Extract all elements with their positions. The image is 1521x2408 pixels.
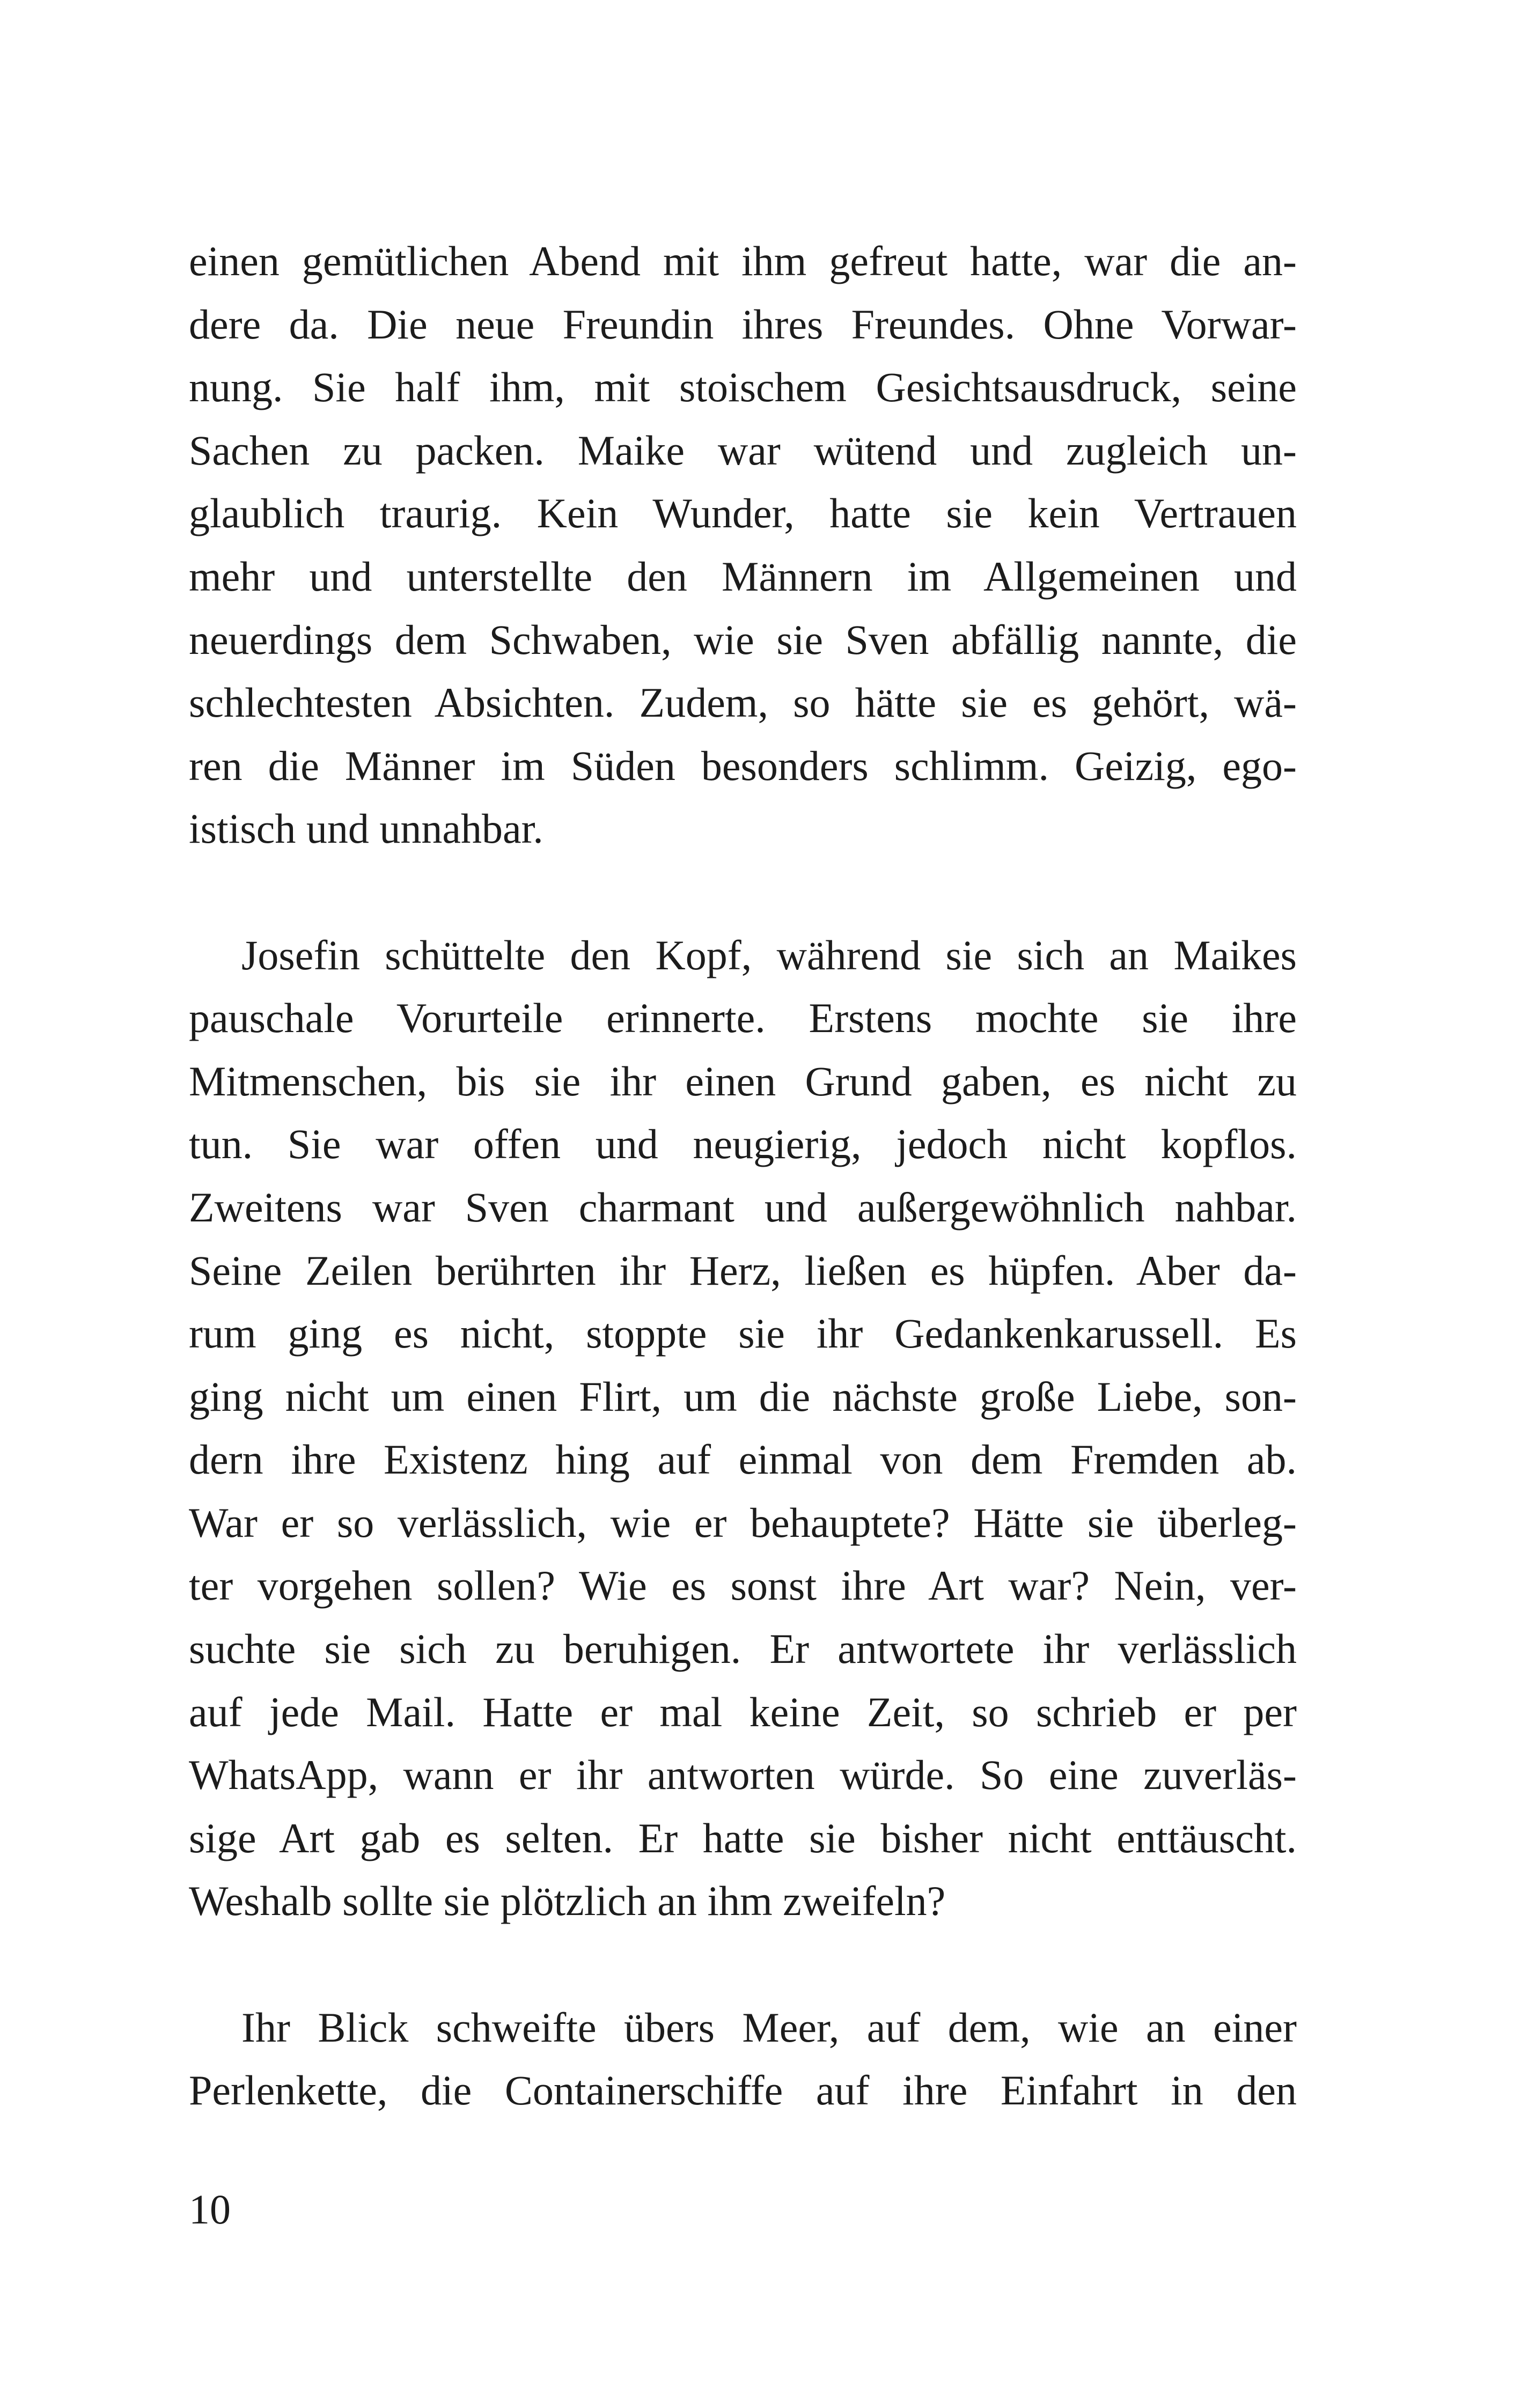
text-line: ging nicht um einen Flirt, um die nächste große Liebe, son- — [189, 1373, 1297, 1420]
text-line: Josefin schüttelte den Kopf, während sie sich an Maikes — [241, 931, 1297, 978]
text-line: auf jede Mail. Hatte er mal keine Zeit, so schrieb er per — [189, 1688, 1297, 1735]
text-line: glaublich traurig. Kein Wunder, hatte sie kein Vertrauen — [189, 490, 1297, 537]
text-line: dern ihre Existenz hing auf einmal von dem Fremden ab. — [189, 1436, 1297, 1483]
text-line: istisch und unnahbar. — [189, 805, 543, 852]
text-line: Ihr Blick schweifte übers Meer, auf dem, wie an einer — [241, 2004, 1297, 2051]
text-line: Sachen zu packen. Maike war wütend und zugleich un- — [189, 426, 1297, 474]
paragraph-1 — [189, 230, 1297, 860]
text-line: neuerdings dem Schwaben, wie sie Sven abfällig nannte, die — [189, 616, 1297, 663]
text-line: sige Art gab es selten. Er hatte sie bisher nicht enttäuscht. — [189, 1814, 1297, 1861]
text-line: tun. Sie war offen und neugierig, jedoch nicht kopflos. — [189, 1121, 1297, 1168]
text-line: mehr und unterstellte den Männern im Allgemeinen und — [189, 553, 1297, 600]
text-line: rum ging es nicht, stoppte sie ihr Gedankenkarussell. Es — [189, 1310, 1297, 1357]
text-line: WhatsApp, wann er ihr antworten würde. So eine zuverläs- — [189, 1751, 1297, 1799]
paragraph-3 — [189, 1996, 1297, 2122]
text-line: dere da. Die neue Freundin ihres Freundes. Ohne Vorwar- — [189, 300, 1297, 348]
text-line: Seine Zeilen berührten ihr Herz, ließen es hüpfen. Aber da- — [189, 1247, 1297, 1294]
page-number: 10 — [189, 2186, 231, 2233]
text-line: Weshalb sollte sie plötzlich an ihm zweifeln? — [189, 1877, 946, 1925]
text-line: Mitmenschen, bis sie ihr einen Grund gaben, es nicht zu — [189, 1057, 1297, 1104]
paragraph-gap — [189, 860, 1297, 924]
text-line: pauschale Vorurteile erinnerte. Erstens mochte sie ihre — [189, 995, 1297, 1042]
text-line: schlechtesten Absichten. Zudem, so hätte sie es gehört, wä- — [189, 679, 1297, 726]
text-line: War er so verlässlich, wie er behauptete? Hätte sie überleg- — [189, 1499, 1297, 1546]
text-line: ren die Männer im Süden besonders schlimm. Geizig, ego- — [189, 742, 1297, 789]
text-line: einen gemütlichen Abend mit ihm gefreut hatte, war die an- — [189, 238, 1297, 284]
paragraph-2 — [189, 924, 1297, 1933]
body-text — [189, 230, 1297, 2122]
text-line: nung. Sie half ihm, mit stoischem Gesichtsausdruck, seine — [189, 364, 1297, 411]
text-line: ter vorgehen sollen? Wie es sonst ihre Art war? Nein, ver- — [189, 1562, 1297, 1609]
text-line: suchte sie sich zu beruhigen. Er antwortete ihr verlässlich — [189, 1625, 1297, 1673]
text-line: Perlenkette, die Containerschiffe auf ihre Einfahrt in den — [189, 2067, 1297, 2114]
text-line: Zweitens war Sven charmant und außergewöhnlich nahbar. — [189, 1183, 1297, 1231]
paragraph-gap — [189, 1933, 1297, 1996]
